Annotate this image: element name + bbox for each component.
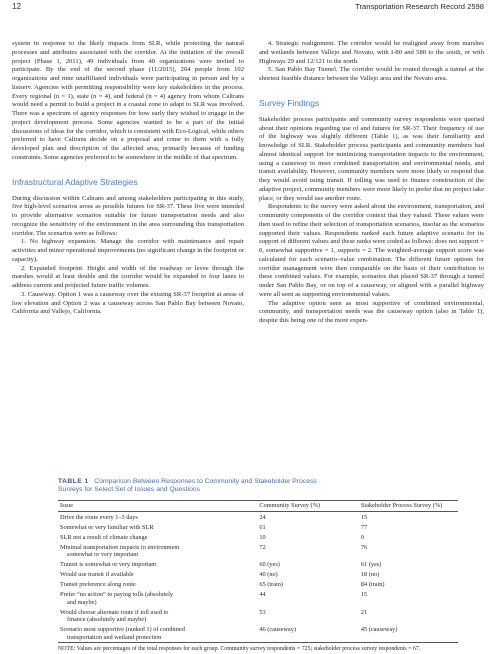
left-column — [12, 40, 244, 317]
table-note-label: NOTE: — [58, 646, 76, 653]
community-value: 40 (no) — [259, 571, 278, 579]
table-1 — [58, 478, 458, 654]
table-caption-line1: Comparison Between Responses to Community and Stakeholder Process — [94, 478, 317, 485]
stakeholder-value: 76 — [360, 543, 368, 551]
stakeholder-value: 0 — [360, 533, 365, 541]
issue-text-continued: somewhat or very important — [67, 551, 139, 559]
community-value: 44 — [259, 590, 266, 598]
table-row — [58, 570, 458, 580]
stakeholder-value: 77 — [360, 523, 368, 531]
table-note — [58, 646, 458, 653]
issue-text-continued: and maybe) — [67, 598, 97, 606]
issue-cell — [58, 580, 257, 590]
body-paragraph: Respondents to the survey were asked about the environment, transportation, and community components of the corridor context that they valued. These values were then used to refine their selection of transportation scenarios, insofar as the scenarios supported their values. Respondents ranked each future adaptive scenario for its support of different values and these ranks were coded as follows: does not support = 0, somewhat supportive = 1, supports = 2. The weighted-average support score was calculated for each scenario–value combination. The different future options for corridor management were then comparable on the basis of their contribution to these combined values. For example, scenarios that placed SR-37 through a tunnel under San Pablo Bay, or on top of a causeway, or aligned with a parallel highway were all seen as supporting environmental values. — [259, 203, 484, 298]
stakeholder-value: 21 — [360, 608, 368, 616]
community-value: 72 — [259, 543, 266, 551]
page-header — [0, 0, 495, 16]
journal-title: Transportation Research Record 2598 — [355, 2, 484, 11]
section-heading-infrastructural: Infrastructural Adaptive Strategies — [12, 176, 138, 187]
body-paragraph: system in response to the likely impacts from SLR, while protecting the natural processes and attributes associated with the corridor. At the initiation of the overall project (Phase 1, 2011), 49 individuals from 40 organizations were invited to participate. By the end of the second phase (11/2015), 204 people from 102 organizations and nine unaffiliated individuals were participating in person and by a listserv. Agencies with permitting responsibility were key stakeholders in the process. Every regional (n = 1), state (n = 4), and federal (n = 4) agency from whom Caltrans would need a permit to build a project in a coastal zone to adapt to SLR was involved. There was a spectrum of agency responses for how early they wished to engage in the project development process. Some agencies wanted to be a part of the initial discussions of ideas for the corridor, which is consistent with Eco-Logical, while others preferred to have Caltrans decide on a proposal and come to them with a fully developed plan and description of the affected area, primarily because of funding constraints. Some agencies preferred to be somewhere in the middle of that spectrum. — [12, 40, 244, 161]
community-value: 65 (train) — [259, 581, 284, 588]
community-value: 10 — [259, 533, 266, 541]
stakeholder-value: 84 (train) — [360, 581, 385, 588]
table-caption-line2: Surveys for Select Set of Issues and Questions — [58, 486, 201, 494]
column-header-stakeholder: Stakeholder Process Survey (%) — [360, 501, 443, 509]
issue-cell — [58, 625, 257, 643]
issue-text: Somewhat or very familiar with SLR — [60, 523, 154, 531]
table-row — [58, 560, 458, 570]
comparison-table — [58, 500, 458, 644]
issue-text: Drive the route every 1–3 days — [60, 513, 138, 521]
table-row — [58, 607, 458, 625]
issue-cell — [58, 542, 257, 560]
column-header-community: Community Survey (%) — [259, 501, 320, 509]
section-heading-survey-findings: Survey Findings — [259, 97, 320, 108]
table-row — [58, 532, 458, 542]
issue-text: Would choose alternate route if toll used to — [60, 608, 169, 616]
stakeholder-value: 45 (causeway) — [359, 625, 458, 643]
column-header-issue: Issue — [60, 501, 73, 509]
issue-text-continued: transportation and wetland protection — [67, 633, 162, 641]
issue-cell — [58, 522, 257, 532]
issue-text: Prefer “no action” to paying tolls (absolutely — [60, 590, 173, 598]
issue-cell — [58, 560, 257, 570]
stakeholder-value: 18 (no) — [360, 571, 380, 579]
stakeholder-value: 15 — [360, 590, 368, 598]
right-column — [259, 40, 484, 326]
community-value: 61 — [259, 523, 266, 531]
issue-cell — [58, 512, 257, 522]
issue-cell — [58, 532, 257, 542]
issue-text: Transit is somewhat or very important — [60, 561, 157, 569]
table-row — [58, 580, 458, 590]
issue-text: Scenario most supportive (ranked 1) of combined — [60, 626, 185, 634]
scenario-item: 1. No highway expansion. Manage the corridor with maintenance and repair activities and minor operational improvements (no significant change in the footprint or capacity). — [12, 238, 244, 263]
community-value: 24 — [259, 513, 266, 521]
body-paragraph: The adaptive option seen as most supportive of combined environmental, community, and transportation needs was the causeway option (also in Table 1), despite this being one of the more expen- — [259, 299, 484, 324]
issue-cell — [58, 590, 257, 608]
table-note-text: Values are percentages of the total responses for each group. Community survey respondents = 725; stakeholder process survey respondents = 67. — [76, 646, 421, 653]
community-value: 60 (yes) — [259, 561, 280, 569]
scenario-item: 2. Expanded footprint. Height and width of the roadway or levee through the marshes would at least double and the corridor would be expanded to four lanes to address current and projected future traffic volumes. — [12, 264, 244, 289]
table-row — [58, 590, 458, 608]
issue-text: Transit preference along route — [60, 581, 136, 588]
issue-text: SLR not a result of climate change — [60, 533, 148, 541]
community-value: 53 — [259, 608, 266, 616]
table-label: TABLE 1 — [58, 478, 89, 485]
scenario-item: 3. Causeway. Option 1 was a causeway over the existing SR-37 footprint at areas of low elevation and Option 2 was a causeway across San Pablo Bay between Novato, California and Vallejo, California. — [12, 290, 244, 316]
table-caption — [58, 478, 458, 495]
body-paragraph: During discussion within Caltrans and among stakeholders participating in this study, five high-level scenarios arose as possible futures for SR-37. These five were intended to provide alternative scenarios suitable for future transportation needs and also recognize the sensitivity of the environment in the area surrounding this transportation corridor. The scenarios were as follows: — [12, 194, 244, 237]
issue-cell — [58, 570, 257, 580]
issue-text: Minimal transportation impacts to environment — [60, 543, 180, 551]
table-row — [58, 512, 458, 522]
table-row — [58, 522, 458, 532]
body-paragraph: Stakeholder process participants and community survey respondents were queried about their opinions regarding use of and futures for SR-37. Their frequency of use of the highway was slightly different (Table 1), as was their familiarity and knowledge of SLR. Stakeholder process participants and community members had almost identical support for minimizing transportation impacts to the environment, using a causeway to meet combined transportation and environmental needs, and transit availability. However, community members were more likely to respond that they would avoid using transit. If tolling was used to finance construction of the adaptive project, community members were more likely to prefer that no project take place, or they would use another route. — [259, 115, 484, 202]
table-row — [58, 625, 458, 643]
scenario-item: 5. San Pablo Bay Tunnel. The corridor would be routed through a tunnel at the shortest feasible distance between the Vallejo area and the Novato area. — [259, 66, 484, 82]
scenario-item: 4. Strategic realignment. The corridor would be realigned away from marshes and wetlands between Vallejo and Novato, with I-80 and 580 to the south, or with Highways 29 and 12/121 to the north. — [259, 40, 484, 65]
issue-cell — [58, 607, 257, 625]
issue-text: Would use transit if available — [60, 571, 134, 579]
table-row — [58, 542, 458, 560]
community-value: 46 (causeway) — [257, 625, 358, 643]
stakeholder-value: 61 (yes) — [360, 561, 382, 569]
stakeholder-value: 15 — [360, 513, 368, 521]
issue-text-continued: finance (absolutely and maybe) — [67, 616, 147, 624]
page-number: 12 — [12, 2, 22, 11]
